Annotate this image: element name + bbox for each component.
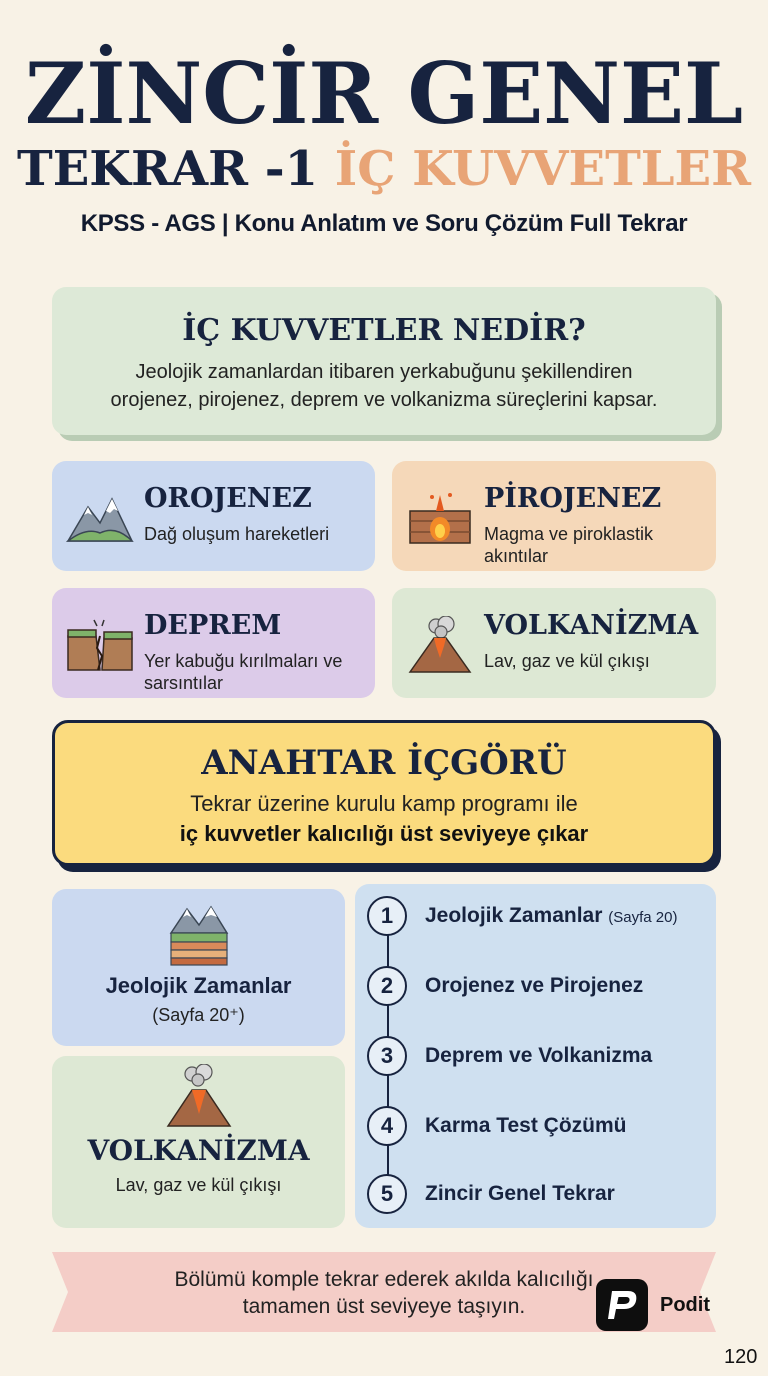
card-title: VOLKANİZMA	[87, 1134, 310, 1167]
page-number: 120	[724, 1346, 758, 1368]
tile-title: PİROJENEZ	[484, 483, 662, 514]
tile-title: DEPREM	[144, 610, 282, 641]
step-label: Jeolojik Zamanlar	[425, 904, 603, 927]
tile-desc: Yer kabuğu kırılmaları ve sarsıntılar	[144, 651, 343, 693]
step-number: 2	[367, 966, 407, 1006]
main-title: ZİNCİR GENEL	[24, 44, 744, 143]
step-label: Deprem ve Volkanizma	[425, 1044, 653, 1067]
tile-desc: Dağ oluşum hareketleri	[144, 524, 330, 544]
insight-line-2: iç kuvvetler kalıcılığı üst seviyeye çıkar	[179, 821, 589, 846]
tile-title: VOLKANİZMA	[484, 610, 699, 641]
timeline-step	[367, 1174, 712, 1214]
definition-text	[52, 358, 716, 414]
timeline-step	[367, 966, 712, 1006]
tile-volkanizma	[392, 588, 716, 698]
volcano-icon	[166, 1064, 232, 1128]
tile-pirojenez	[392, 461, 716, 571]
insight-line-1: Tekrar üzerine kurulu kamp programı ile	[190, 791, 578, 816]
definition-line-2: orojenez, pirojenez, deprem ve volkanizma süreçlerini kapsar.	[110, 389, 658, 411]
step-label: Zincir Genel Tekrar	[425, 1182, 615, 1205]
subtitle: KPSS - AGS | Konu Anlatım ve Soru Çözüm Full Tekrar	[80, 210, 688, 237]
step-number: 1	[367, 896, 407, 936]
step-number: 3	[367, 1036, 407, 1076]
title-tekrar: TEKRAR -1	[16, 141, 319, 197]
card-volkanizma	[52, 1056, 345, 1228]
footer-line-1: Bölümü komple tekrar ederek akılda kalıcılığı	[174, 1268, 594, 1291]
title-topic: İÇ KUVVETLER	[334, 141, 752, 197]
insight-heading: ANAHTAR İÇGÖRÜ	[201, 743, 567, 783]
step-label: Karma Test Çözümü	[425, 1114, 627, 1137]
timeline-step	[367, 1036, 712, 1076]
definition-card	[52, 287, 716, 435]
timeline-step	[367, 1106, 712, 1146]
tile-orojenez	[52, 461, 375, 571]
tile-deprem	[52, 588, 375, 698]
definition-heading: İÇ KUVVETLER NEDİR?	[182, 313, 586, 348]
tile-desc: Magma ve piroklastik akıntılar	[484, 524, 654, 566]
fault-icon	[66, 616, 134, 674]
brand-name: Podit	[660, 1294, 710, 1316]
card-page: (Sayfa 20⁺)	[152, 1005, 245, 1025]
tile-desc: Lav, gaz ve kül çıkışı	[484, 651, 650, 671]
timeline-step	[367, 896, 712, 936]
title-line-2	[0, 140, 768, 198]
volcano-icon	[406, 616, 474, 674]
tile-title: OROJENEZ	[144, 483, 312, 514]
podit-logo-icon	[596, 1279, 648, 1331]
definition-line-1: Jeolojik zamanlardan itibaren yerkabuğunu şekillendiren	[135, 361, 633, 383]
magma-icon	[406, 489, 474, 547]
step-number: 5	[367, 1174, 407, 1214]
step-number: 4	[367, 1106, 407, 1146]
mountain-icon	[66, 489, 134, 547]
card-jeolojik-zamanlar	[52, 889, 345, 1046]
study-timeline	[355, 884, 716, 1228]
step-label-wrap	[425, 904, 677, 928]
card-title: Jeolojik Zamanlar	[105, 973, 292, 998]
step-note: (Sayfa 20)	[608, 909, 678, 926]
card-desc: Lav, gaz ve kül çıkışı	[115, 1175, 282, 1195]
footer-line-2: tamamen üst seviyeye taşıyın.	[242, 1295, 526, 1318]
key-insight-box	[52, 720, 716, 866]
rock-layers-icon	[167, 903, 231, 967]
step-label: Orojenez ve Pirojenez	[425, 974, 644, 997]
